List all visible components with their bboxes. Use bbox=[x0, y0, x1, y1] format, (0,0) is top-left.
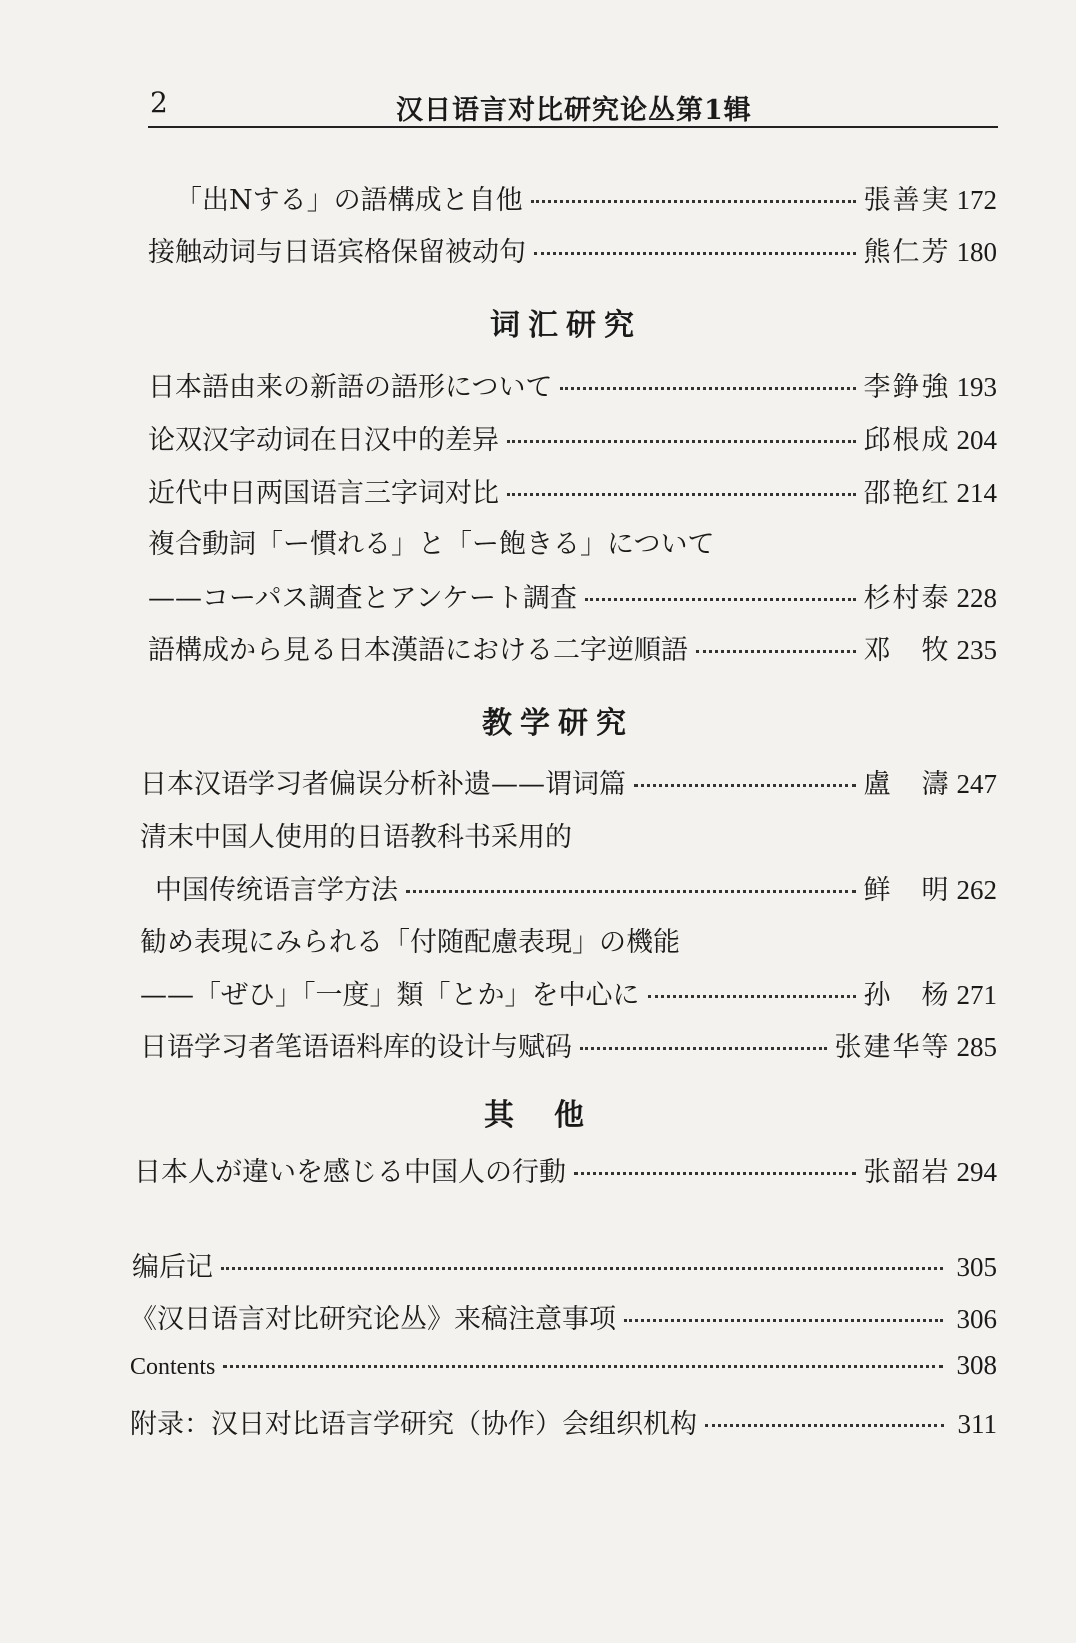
entry-page: 305 bbox=[956, 1252, 997, 1282]
entry-author: 張善実 bbox=[863, 185, 951, 216]
toc-entry bbox=[130, 1350, 997, 1381]
entry-page: 235 bbox=[956, 635, 997, 665]
entry-title: 《汉日语言对比研究论丛》来稿注意事项 bbox=[130, 1304, 616, 1335]
entry-page: 247 bbox=[956, 769, 997, 799]
toc-entry bbox=[148, 418, 997, 457]
toc-entry bbox=[148, 628, 997, 667]
toc-entry bbox=[134, 1150, 997, 1189]
entry-author: 杉村泰 bbox=[863, 583, 951, 614]
entry-title-line1: 勧め表現にみられる「付随配慮表現」の機能 bbox=[140, 927, 680, 958]
entry-title-line1: 清末中国人使用的日语教科书采用的 bbox=[140, 822, 572, 853]
entry-author: 熊仁芳 bbox=[863, 237, 951, 268]
entry-title: 「出Nする」の語構成と自他 bbox=[175, 185, 523, 216]
leader-dots bbox=[648, 995, 856, 998]
leader-dots bbox=[534, 252, 856, 255]
running-title: 汉日语言对比研究论丛第1辑 bbox=[396, 95, 752, 126]
leader-dots bbox=[574, 1172, 856, 1175]
entry-title: ——コーパス調査とアンケート調査 bbox=[148, 583, 578, 614]
entry-page: 228 bbox=[956, 583, 997, 613]
entry-title: 近代中日两国语言三字词对比 bbox=[148, 478, 499, 509]
entry-page: 294 bbox=[956, 1157, 997, 1187]
entry-page: 193 bbox=[956, 372, 997, 402]
toc-entry bbox=[155, 868, 997, 907]
entry-page: 311 bbox=[957, 1409, 997, 1439]
entry-page: 306 bbox=[956, 1304, 997, 1334]
entry-page: 172 bbox=[956, 185, 997, 215]
entry-title: 论双汉字动词在日汉中的差异 bbox=[148, 425, 499, 456]
entry-page: 262 bbox=[956, 875, 997, 905]
entry-title: 编后记 bbox=[132, 1252, 213, 1283]
entry-page: 214 bbox=[956, 478, 997, 508]
toc-entry bbox=[148, 230, 997, 269]
entry-author: 张韶岩 bbox=[863, 1157, 951, 1188]
entry-author: 鲜 明 bbox=[863, 875, 951, 906]
entry-author: 邵艳红 bbox=[863, 478, 951, 509]
entry-author: 盧 濤 bbox=[863, 769, 951, 800]
leader-dots bbox=[507, 493, 856, 496]
toc-entry bbox=[140, 1025, 997, 1064]
toc-entry bbox=[132, 1245, 997, 1284]
leader-dots bbox=[634, 784, 856, 787]
section-heading-vocabulary: 词汇研究 bbox=[490, 308, 642, 343]
section-heading-teaching: 教学研究 bbox=[482, 706, 634, 741]
leader-dots bbox=[696, 650, 856, 653]
page-number: 2 bbox=[150, 86, 168, 119]
leader-dots bbox=[406, 890, 856, 893]
section-heading-other: 其他 bbox=[484, 1098, 624, 1133]
entry-title: 日本汉语学习者偏误分析补遗——谓词篇 bbox=[140, 769, 626, 800]
toc-entry bbox=[148, 365, 997, 404]
toc-entry bbox=[130, 1297, 997, 1336]
leader-dots bbox=[223, 1365, 942, 1368]
leader-dots bbox=[585, 598, 855, 601]
entry-page: 180 bbox=[956, 237, 997, 267]
entry-title: 日本人が違いを感じる中国人の行動 bbox=[134, 1157, 566, 1188]
leader-dots bbox=[221, 1267, 943, 1270]
entry-title: 語構成から見る日本漢語における二字逆順語 bbox=[148, 635, 688, 666]
entry-title: Contents bbox=[130, 1354, 216, 1380]
toc-entry bbox=[130, 1402, 997, 1441]
running-header bbox=[148, 86, 998, 128]
entry-title: 中国传统语言学方法 bbox=[155, 875, 398, 906]
entry-title-line1: 複合動詞「ー慣れる」と「ー飽きる」について bbox=[148, 529, 715, 560]
toc-entry bbox=[175, 178, 997, 217]
entry-author: 张建华等 bbox=[834, 1032, 951, 1063]
toc-entry bbox=[140, 762, 997, 801]
toc-entry bbox=[140, 973, 997, 1012]
entry-page: 204 bbox=[956, 425, 997, 455]
entry-author: 邓 牧 bbox=[863, 635, 951, 666]
entry-title: 接触动词与日语宾格保留被动句 bbox=[148, 237, 526, 268]
entry-title: ——「ぜひ」「一度」類「とか」を中心に bbox=[140, 980, 640, 1011]
leader-dots bbox=[624, 1319, 943, 1322]
toc-entry bbox=[148, 471, 997, 510]
entry-page: 285 bbox=[956, 1032, 997, 1062]
entry-page: 308 bbox=[956, 1350, 997, 1380]
entry-title: 日语学习者笔语语料库的设计与赋码 bbox=[140, 1032, 572, 1063]
leader-dots bbox=[705, 1424, 944, 1427]
entry-author: 孙 杨 bbox=[863, 980, 951, 1011]
entry-page: 271 bbox=[956, 980, 997, 1010]
entry-author: 李錚強 bbox=[863, 372, 951, 403]
leader-dots bbox=[580, 1047, 827, 1050]
entry-title: 日本語由来の新語の語形について bbox=[148, 372, 553, 403]
entry-title: 附录：汉日对比语言学研究（协作）会组织机构 bbox=[130, 1409, 697, 1440]
entry-author: 邱根成 bbox=[863, 425, 951, 456]
leader-dots bbox=[560, 387, 855, 390]
toc-entry bbox=[148, 576, 997, 615]
leader-dots bbox=[507, 440, 856, 443]
leader-dots bbox=[531, 200, 856, 203]
